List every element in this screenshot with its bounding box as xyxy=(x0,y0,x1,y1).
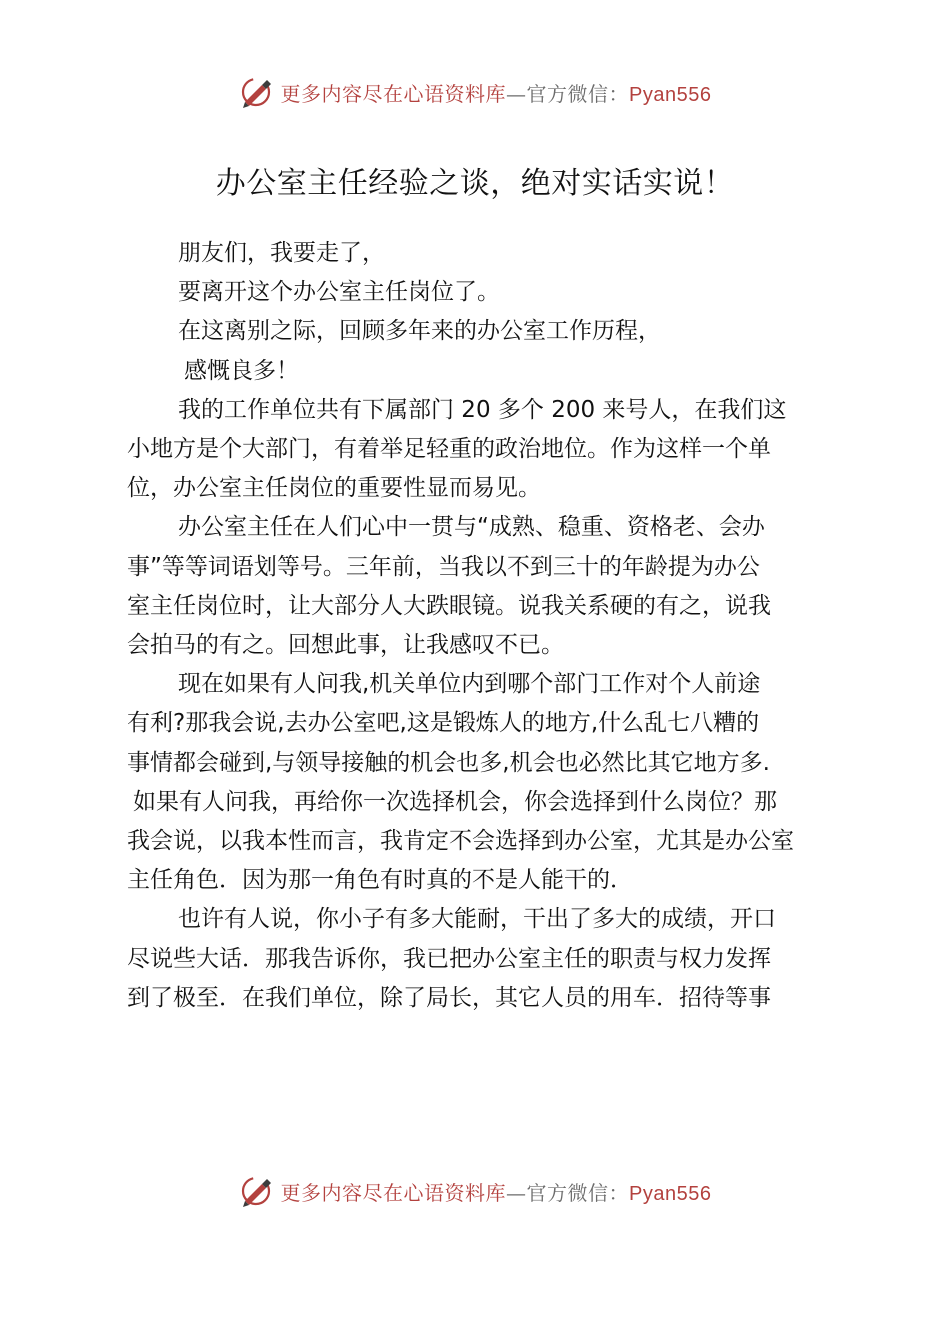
header-banner-text xyxy=(281,78,712,107)
body-line: 事情都会碰到,与领导接触的机会也多,机会也必然比其它地方多. xyxy=(127,749,770,776)
header-banner-main: 更多内容尽在心语资料库 xyxy=(280,81,507,106)
document-title: 办公室主任经验之谈，绝对实话实说！ xyxy=(215,166,735,201)
body-line: 感慨良多！ xyxy=(184,357,299,384)
body-line: 我的工作单位共有下属部门 20 多个 200 来号人，在我们这 xyxy=(178,396,787,423)
body-line: 会拍马的有之。回想此事，让我感叹不已。 xyxy=(127,632,564,659)
body-line: 主任角色．因为那一角色有时真的不是人能干的． xyxy=(127,867,633,894)
body-line: 朋友们，我要走了， xyxy=(178,240,385,266)
footer-banner-sub: —官方微信： xyxy=(506,1180,630,1205)
footer-banner-text xyxy=(281,1177,712,1206)
body-line: 现在如果有人问我,机关单位内到哪个部门工作对个人前途 xyxy=(178,671,761,698)
pen-logo-icon xyxy=(239,1174,273,1208)
body-line: 在这离别之际，回顾多年来的办公室工作历程， xyxy=(178,318,661,345)
body-line: 如果有人问我，再给你一次选择机会，你会选择到什么岗位？那 xyxy=(133,788,777,815)
body-line: 小地方是个大部门，有着举足轻重的政治地位。作为这样一个单 xyxy=(127,436,771,463)
header-banner-id: Pyan556 xyxy=(629,83,712,106)
footer-banner xyxy=(0,1171,950,1211)
footer-banner-id: Pyan556 xyxy=(629,1182,712,1205)
header-banner xyxy=(0,72,950,112)
body-line: 到了极至．在我们单位，除了局长，其它人员的用车．招待等事 xyxy=(127,984,771,1011)
body-line: 要离开这个办公室主任岗位了。 xyxy=(178,279,500,306)
footer-banner-main: 更多内容尽在心语资料库 xyxy=(280,1180,507,1205)
header-banner-sub: —官方微信： xyxy=(506,81,630,106)
body-line: 办公室主任在人们心中一贯与“成熟、稳重、资格老、会办 xyxy=(178,514,765,541)
body-line: 也许有人说，你小子有多大能耐，干出了多大的成绩，开口 xyxy=(178,906,776,933)
body-line: 有利?那我会说,去办公室吧,这是锻炼人的地方,什么乱七八糟的 xyxy=(127,710,760,737)
body-line: 尽说些大话．那我告诉你，我已把办公室主任的职责与权力发挥 xyxy=(127,945,771,972)
body-line: 位，办公室主任岗位的重要性显而易见。 xyxy=(127,475,541,502)
body-line: 事”等等词语划等号。三年前，当我以不到三十的年龄提为办公 xyxy=(127,553,760,580)
pen-logo-icon xyxy=(239,75,273,109)
body-line: 我会说，以我本性而言，我肯定不会选择到办公室，尤其是办公室 xyxy=(127,828,794,855)
body-line: 室主任岗位时，让大部分人大跌眼镜。说我关系硬的有之，说我 xyxy=(127,592,771,619)
document-body xyxy=(127,234,843,1018)
